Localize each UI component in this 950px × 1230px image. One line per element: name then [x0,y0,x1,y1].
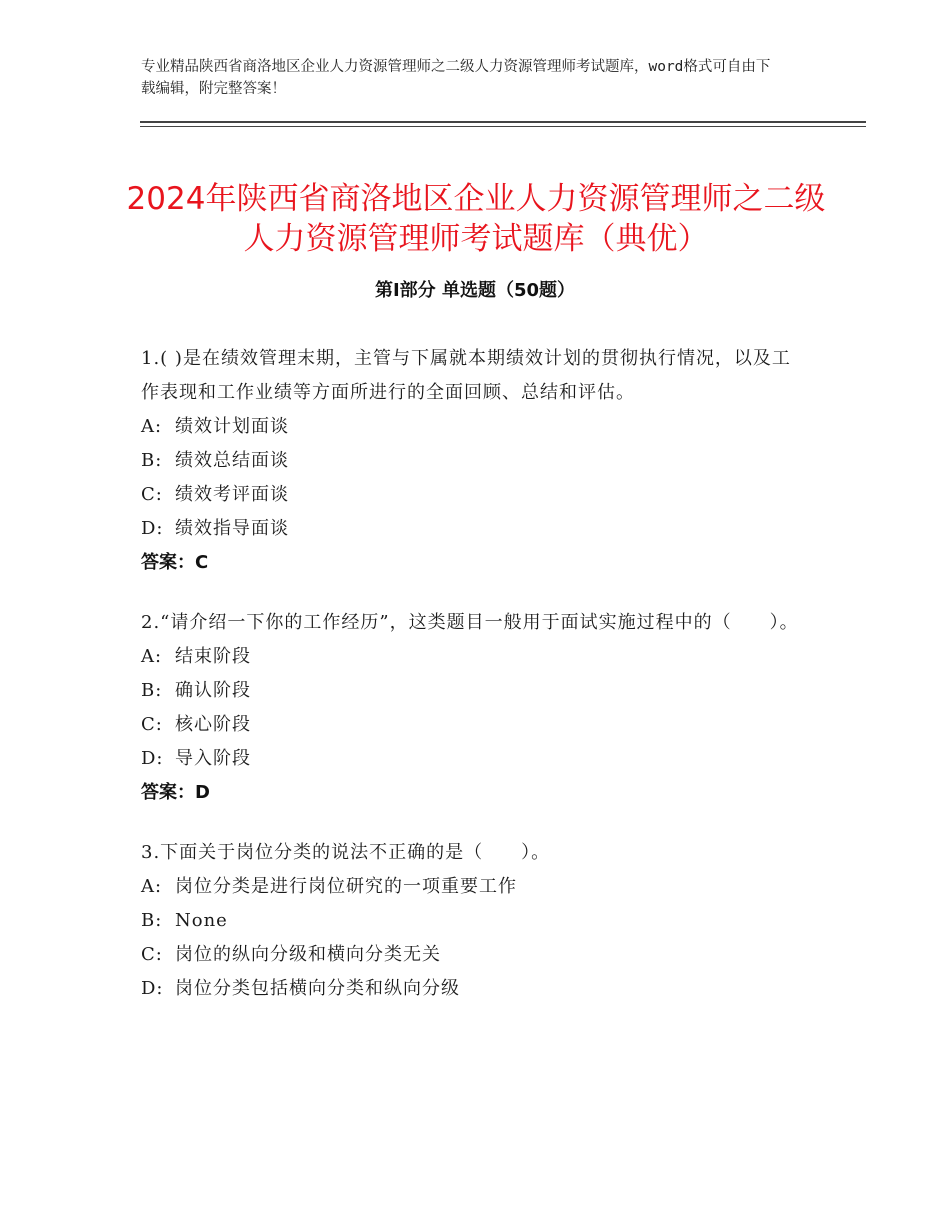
header-note: 专业精品陕西省商洛地区企业人力资源管理师之二级人力资源管理师考试题库，word格式可自由下载编辑，附完整答案！ [141,59,771,97]
answer-line: 答案：C [141,552,209,573]
question-stem: 1.( )是在绩效管理末期，主管与下属就本期绩效计划的贯彻执行情况，以及工作表现和工作业绩等方面所进行的全面回顾、总结和评估。 [141,348,791,403]
question-3 [141,836,801,1006]
option-text: 绩效总结面谈 [175,450,289,471]
option-text: 岗位分类包括横向分类和纵向分级 [175,978,460,999]
option-letter: B: [141,450,163,471]
option-letter: D: [141,518,164,539]
option-letter: A: [141,416,163,437]
question-2 [141,606,801,810]
answer-line: 答案：D [141,782,210,803]
option-letter: C: [141,944,163,965]
option-d [141,972,801,1006]
question-1 [141,342,801,580]
option-letter: B: [141,910,163,931]
option-text: 绩效考评面谈 [175,484,289,505]
option-text: 导入阶段 [175,748,251,769]
option-letter: A: [141,646,163,667]
option-text: 结束阶段 [175,646,251,667]
option-letter: D: [141,748,164,769]
question-stem: 2.“请介绍一下你的工作经历”，这类题目一般用于面试实施过程中的（ ）。 [141,612,799,633]
option-text: 绩效指导面谈 [175,518,289,539]
option-c [141,708,801,742]
header-rule-thin [140,126,866,127]
option-c [141,938,801,972]
option-text: 岗位分类是进行岗位研究的一项重要工作 [175,876,517,897]
option-letter: A: [141,876,163,897]
question-stem: 3.下面关于岗位分类的说法不正确的是（ ）。 [141,842,551,863]
option-b [141,444,801,478]
option-b [141,904,801,938]
option-a [141,410,801,444]
document-title: 2024年陕西省商洛地区企业人力资源管理师之二级人力资源管理师考试题库（典优） [126,180,826,257]
option-text: 核心阶段 [175,714,251,735]
option-text: None [175,910,228,931]
option-letter: C: [141,484,163,505]
option-text: 绩效计划面谈 [175,416,289,437]
option-b [141,674,801,708]
option-c [141,478,801,512]
option-letter: C: [141,714,163,735]
section-title: 第Ⅰ部分 单选题（50题） [374,280,575,301]
option-a [141,640,801,674]
option-text: 确认阶段 [175,680,251,701]
option-letter: B: [141,680,163,701]
option-text: 岗位的纵向分级和横向分类无关 [175,944,441,965]
question-list [141,342,801,1032]
option-a [141,870,801,904]
option-d [141,512,801,546]
option-d [141,742,801,776]
option-letter: D: [141,978,164,999]
header-rule-thick [140,121,866,123]
